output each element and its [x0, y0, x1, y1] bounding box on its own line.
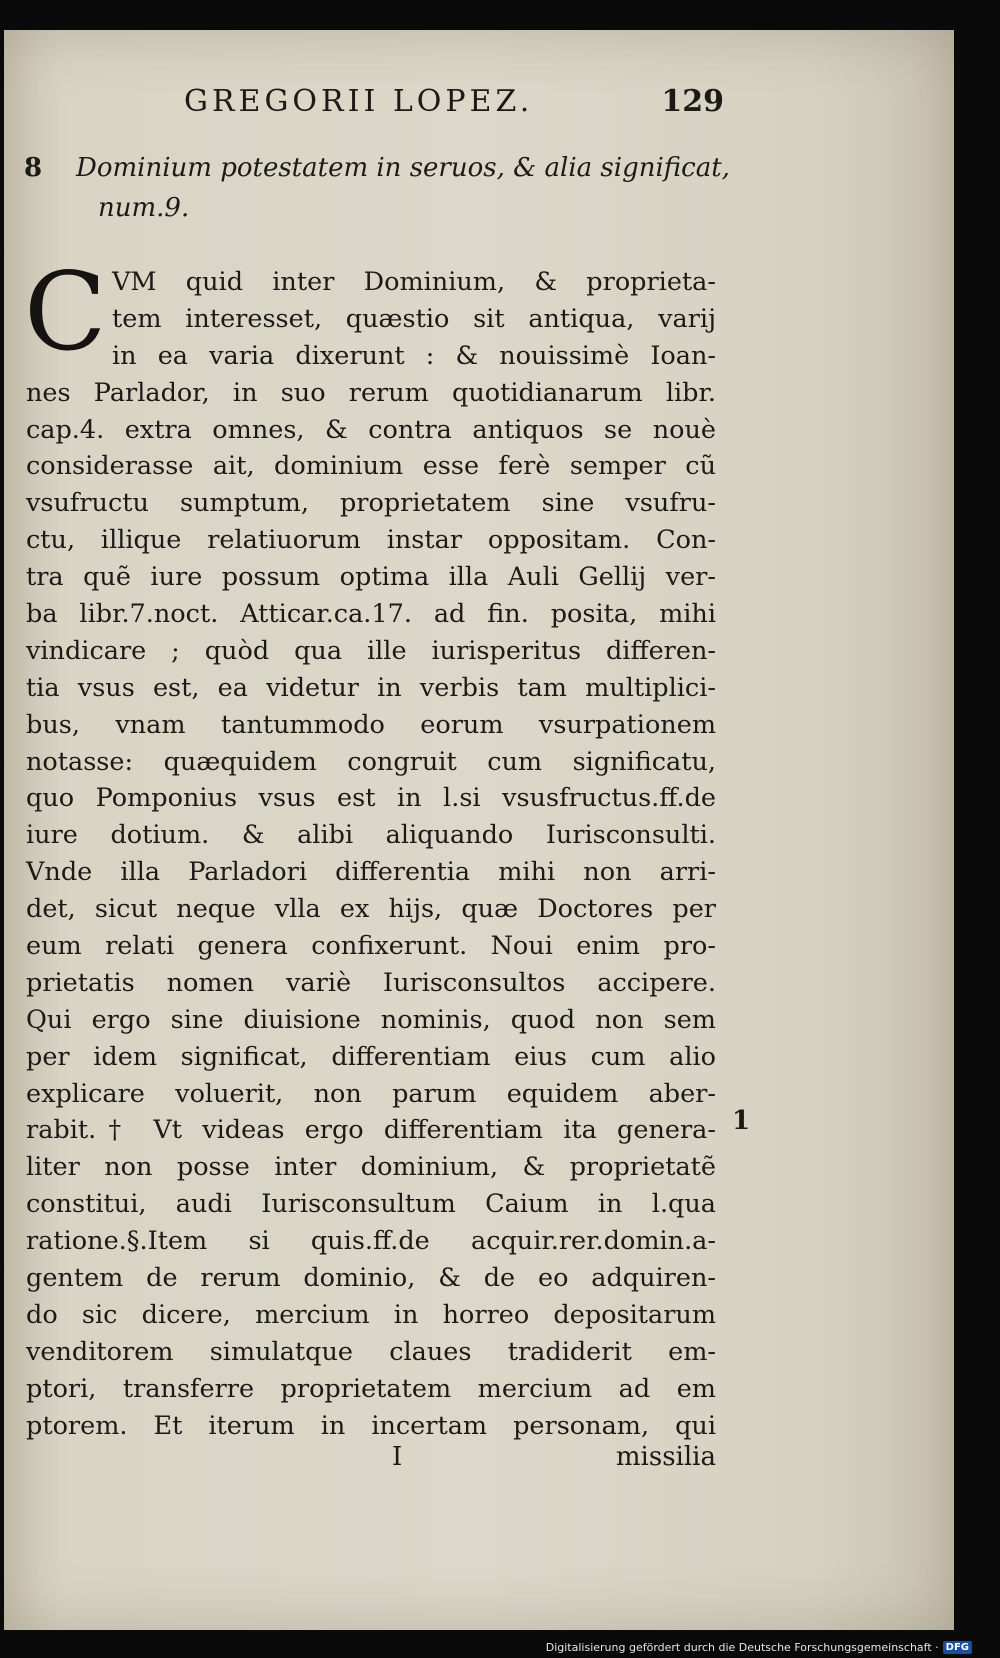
text-line: VM quid inter Dominium, & proprieta-: [112, 267, 716, 297]
marginal-summary: [24, 148, 730, 228]
credit-text: Digitalisierung gefördert durch die Deutsche Forschungsgemeinschaft ·: [545, 1641, 939, 1654]
text-line: notasse: quæquidem congruit cum significatu,: [26, 746, 716, 777]
summary-line-2: num.9.: [98, 193, 190, 223]
text-line: Vnde illa Parladori differentia mihi non arri-: [26, 857, 716, 888]
text-line: tia vsus est, ea videtur in verbis tam multiplici-: [26, 672, 716, 703]
text-line: cap.4. extra omnes, & contra antiquos se nouè: [26, 414, 716, 445]
text-line: det, sicut neque vlla ex hijs, quæ Doctores per: [26, 894, 716, 925]
page-sheet: [4, 30, 954, 1630]
text-line: ratione.§.Item si quis.ff.de acquir.rer.domin.a-: [26, 1226, 716, 1257]
dfg-logo: DFG: [943, 1641, 972, 1654]
text-line: iure dotium. & alibi aliquando Iurisconsulti.: [26, 820, 716, 851]
text-line: gentem de rerum dominio, & de eo adquiren-: [26, 1263, 716, 1294]
text-line: do sic dicere, mercium in horreo depositarum: [26, 1299, 716, 1330]
text-line: bus, vnam tantummodo eorum vsurpationem: [26, 709, 716, 740]
text-line: quo Pomponius vsus est in l.si vsusfructus.ff.de: [26, 783, 716, 814]
text-line: ba libr.7.noct. Atticar.ca.17. ad fin. posita, mihi: [26, 599, 716, 630]
text-line: considerasse ait, dominium esse ferè semper cũ: [26, 451, 716, 482]
text-line: constitui, audi Iurisconsultum Caium in l.qua: [26, 1189, 716, 1220]
text-line: prietatis nomen variè Iurisconsultos accipere.: [26, 967, 716, 998]
text-line: vindicare ; quòd qua ille iurisperitus differen-: [26, 635, 716, 666]
page-header: [184, 84, 724, 134]
text-line: in ea varia dixerunt : & nouissimè Ioan-: [112, 340, 716, 371]
text-line: tra quẽ iure possum optima illa Auli Gellij ver-: [26, 562, 716, 593]
text-line: nes Parlador, in suo rerum quotidianarum libr.: [26, 377, 716, 408]
page-footer: [26, 1442, 716, 1482]
text-line: ctu, illique relatiuorum instar oppositam. Con-: [26, 525, 716, 556]
text-line: ptori, transferre proprietatem mercium ad em: [26, 1373, 716, 1404]
body-text: [24, 250, 716, 1445]
text-line: Qui ergo sine diuisione nominis, quod non sem: [26, 1004, 716, 1035]
catchword: missilia: [615, 1442, 716, 1472]
digitization-credit: [546, 1641, 972, 1654]
drop-cap-initial: C: [24, 250, 107, 375]
summary-line-1: Dominium potestatem in seruos, & alia significat,: [76, 153, 730, 183]
text-line: tem interesset, quæstio sit antiqua, varij: [112, 303, 716, 334]
text-line: liter non posse inter dominium, & proprietatẽ: [26, 1152, 716, 1183]
signature-mark: I: [392, 1442, 403, 1472]
page-number: 129: [661, 84, 724, 119]
text-line: vsufructu sumptum, proprietatem sine vsufru-: [26, 488, 716, 519]
text-line: rabit.† Vt videas ergo differentiam ita genera-: [26, 1115, 716, 1146]
text-line: explicare voluerit, non parum equidem aber-: [26, 1078, 716, 1109]
margin-note-number: 1: [732, 1106, 751, 1136]
text-line: per idem significat, differentiam eius cum alio: [26, 1041, 716, 1072]
summary-marker: 8: [24, 153, 43, 183]
text-line: venditorem simulatque claues tradiderit em-: [26, 1336, 716, 1367]
text-line: ptorem. Et iterum in incertam personam, qui: [26, 1410, 716, 1441]
running-title: GREGORII LOPEZ.: [184, 84, 534, 119]
text-line: eum relati genera confixerunt. Noui enim pro-: [26, 931, 716, 962]
